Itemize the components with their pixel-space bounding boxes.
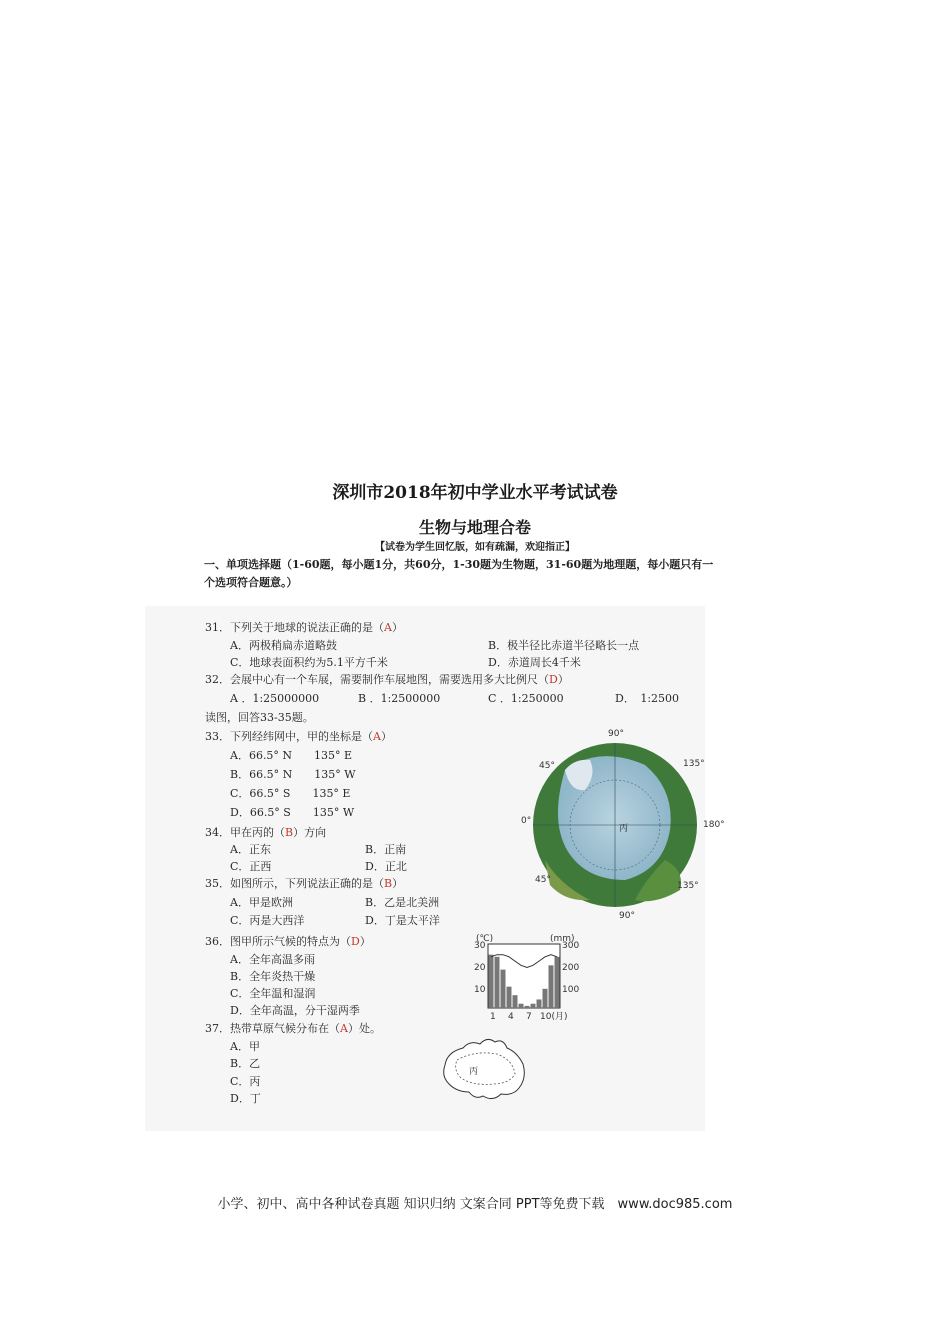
globe-label-tr: 135° <box>683 759 705 769</box>
q36-option-b: B．全年炎热干燥 <box>230 970 316 983</box>
precip-bar-6 <box>519 1004 524 1008</box>
q34-answer: B <box>285 826 294 839</box>
left-tick-10: 10 <box>474 985 486 995</box>
globe-label-right: 180° <box>703 820 725 830</box>
question-33-stem <box>205 728 392 744</box>
left-tick-30: 30 <box>474 941 486 951</box>
left-tick-20: 20 <box>474 963 486 973</box>
q36-option-d: D．全年高温，分干湿两季 <box>230 1004 360 1017</box>
q35-close: ） <box>392 877 404 890</box>
q37-answer: A <box>340 1022 348 1035</box>
right-tick-200: 200 <box>562 963 580 973</box>
question-36-stem <box>205 933 371 949</box>
q32-answer: D <box>549 673 558 686</box>
q31-close: ） <box>391 621 403 634</box>
precip-bar-1 <box>489 955 494 1008</box>
climate-chart <box>470 932 585 1024</box>
q33-close: ） <box>380 730 392 743</box>
right-tick-100: 100 <box>562 985 580 995</box>
x-tick-7: 7 <box>526 1012 532 1022</box>
q31-stem-text: 31．下列关于地球的说法正确的是（ <box>205 621 384 634</box>
q36-close: ） <box>359 935 371 948</box>
right-tick-300: 300 <box>562 941 580 951</box>
q33-option-d: D．66.5° S 135° W <box>230 806 355 819</box>
q37-close: ）处。 <box>347 1022 381 1035</box>
q31-option-d: D．赤道周长4千米 <box>488 656 581 669</box>
q32-option-c: C ．1:250000 <box>488 692 564 705</box>
q31-option-c: C．地球表面积约为5.1平方千米 <box>230 656 388 669</box>
q34-stem-text: 34．甲在丙的（ <box>205 826 285 839</box>
question-31-stem <box>205 619 403 635</box>
precip-bar-8 <box>531 1004 536 1008</box>
exam-subtitle: 生物与地理合卷 <box>418 518 531 537</box>
globe-label-bl: 45° <box>535 875 551 885</box>
precip-bar-5 <box>513 995 518 1008</box>
precip-unit-label: (mm) <box>550 934 575 944</box>
precip-bar-12 <box>555 957 560 1008</box>
q35-answer: B <box>384 877 393 890</box>
q37-option-c: C．丙 <box>230 1075 261 1088</box>
q32-option-b: B ．1:2500000 <box>358 692 441 705</box>
globe-label-center: 丙 <box>619 824 629 834</box>
x-tick-4: 4 <box>508 1012 514 1022</box>
q33-option-b: B．66.5° N 135° W <box>230 768 356 781</box>
question-34-stem <box>205 824 326 840</box>
precip-bar-11 <box>549 965 554 1008</box>
australia-map <box>435 1030 535 1110</box>
footer-text: 小学、初中、高中各种试卷真题 知识归纳 文案合同 PPT等免费下载 www.doc985.com <box>217 1197 733 1212</box>
q32-option-a: A ．1:25000000 <box>230 692 320 705</box>
precip-bar-9 <box>537 999 542 1008</box>
precip-bar-4 <box>507 987 512 1008</box>
q35-option-a: A．甲是欧洲 <box>230 896 293 909</box>
globe-label-tl: 45° <box>539 761 555 771</box>
precip-bar-10 <box>543 989 548 1008</box>
q36-answer: D <box>351 935 360 948</box>
exam-note: 【试卷为学生回忆版，如有疏漏，欢迎指正】 <box>375 542 575 553</box>
exam-title: 深圳市2018年初中学业水平考试试卷 <box>332 483 618 503</box>
q36-option-c: C．全年温和湿润 <box>230 987 316 1000</box>
q35-stem-text: 35．如图所示，下列说法正确的是（ <box>205 877 384 890</box>
q34-option-a: A．正东 <box>230 843 271 856</box>
precip-bar-3 <box>501 970 506 1008</box>
globe-label-top: 90° <box>608 729 624 739</box>
australia-label-bing: 丙 <box>469 1067 479 1077</box>
q35-option-b: B．乙是北美洲 <box>365 896 440 909</box>
q33-stem-text: 33．下列经纬网中，甲的坐标是（ <box>205 730 373 743</box>
q34-close: ）方向 <box>293 826 327 839</box>
section-heading-line1: 一、单项选择题（1-60题，每小题1分，共60分，1-30题为生物题，31-60题为地理题，每小题只有一 <box>204 558 714 571</box>
q33-option-a: A．66.5° N 135° E <box>230 749 353 762</box>
q37-option-b: B．乙 <box>230 1057 261 1070</box>
globe-label-bottom: 90° <box>619 911 635 921</box>
q34-option-b: B．正南 <box>365 843 407 856</box>
q31-option-a: A．两极稍扁赤道略鼓 <box>230 639 337 652</box>
question-35-stem <box>205 875 403 891</box>
q32-close: ） <box>557 673 569 686</box>
polar-globe-figure <box>505 720 745 925</box>
precip-bar-7 <box>525 1006 530 1008</box>
q31-answer: A <box>384 621 392 634</box>
q32-stem-text: 32．会展中心有一个车展，需要制作车展地图，需要选用多大比例尺（ <box>205 673 549 686</box>
precip-bar-2 <box>495 957 500 1008</box>
q37-stem-text: 37．热带草原气候分布在（ <box>205 1022 340 1035</box>
q35-option-d: D．丁是太平洋 <box>365 914 440 927</box>
x-tick-1: 1 <box>490 1012 496 1022</box>
q35-option-c: C．丙是大西洋 <box>230 914 305 927</box>
question-32-stem <box>205 671 569 687</box>
australia-outline <box>444 1039 525 1098</box>
q31-option-b: B．极半径比赤道半径略长一点 <box>488 639 640 652</box>
globe-label-br: 135° <box>677 881 699 891</box>
q37-option-d: D．丁 <box>230 1092 261 1105</box>
x-tick-10: 10(月) <box>540 1012 568 1022</box>
q33-option-c: C．66.5° S 135° E <box>230 787 351 800</box>
q36-option-a: A．全年高温多雨 <box>230 953 315 966</box>
q34-option-c: C．正西 <box>230 860 272 873</box>
q34-option-d: D．正北 <box>365 860 407 873</box>
read-instruction: 读图，回答33-35题。 <box>205 711 314 724</box>
globe-label-left: 0° <box>521 816 532 826</box>
q36-stem-text: 36．图甲所示气候的特点为（ <box>205 935 351 948</box>
q33-answer: A <box>373 730 381 743</box>
q37-option-a: A．甲 <box>230 1040 260 1053</box>
q32-option-d: D． 1:2500 <box>615 692 680 705</box>
section-heading-line2: 个选项符合题意。） <box>204 576 298 589</box>
temp-unit-label: (℃) <box>476 934 494 944</box>
question-37-stem <box>205 1020 381 1036</box>
